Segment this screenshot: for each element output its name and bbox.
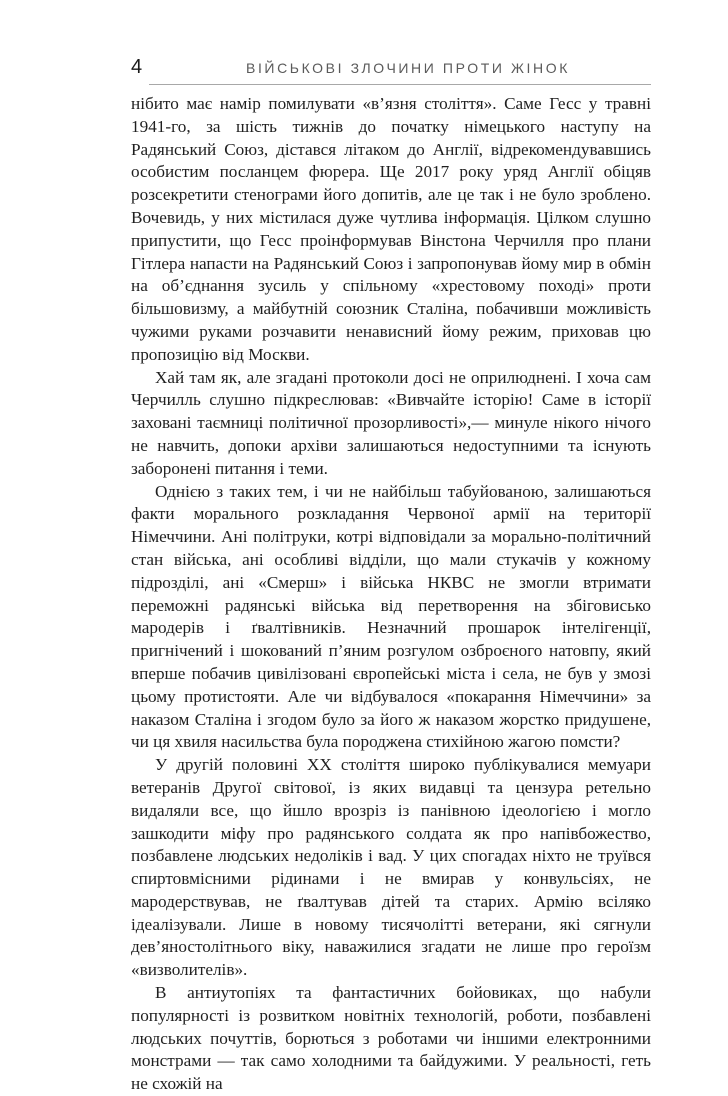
- paragraph: нібито має намір помилувати «в’язня століття». Саме Гесс у травні 1941-го, за шість тижнів до початку німецького наступу на Радянський Союз, дістався літаком до Англії, відрекомендувавшись особистим посланцем фюрера. Ще 2017 року уряд Англії обіцяв розсекретити стенограми його допитів, але це так і не було зроблено. Вочевидь, у них містилася дуже чутлива інформація. Цілком слушно припустити, що Гесс проінформував Вінстона Черчилля про плани Гітлера напасти на Радянський Союз і запропонував йому мир в обмін на об’єднання зусиль у спільному «хрестовому поході» проти більшовизму, а майбутній союзник Сталіна, побачивши можливість чужими руками розчавити ненависний йому режим, приховав цю пропозицію від Москви.: [131, 94, 651, 364]
- body-text: [131, 93, 651, 1096]
- page-number: 4: [131, 56, 143, 78]
- paragraph: Однією з таких тем, і чи не найбільш табуйованою, залишаються факти морального розкладання Червоної армії на території Німеччини. Ані політруки, котрі відповідали за морально-політичний стан війська, ані особливі відділи, що мали стукачів у кожному підрозділі, ані «Смерш» і війська НКВС не змогли втримати переможні радянські війська від перетворення на збіговисько мародерів і ґвалтівників. Незначний прошарок інтелігенції, пригнічений і шокований п’яним розгулом озброєного натовпу, який вперше побачив цивілізовані європейські міста і села, не був у змозі цьому протистояти. Але чи відбувалося «покарання Німеччини» за наказом Сталіна і згодом було за його ж наказом жорстко придушене, чи ця хвиля насильства була породжена стихійною жагою помсти?: [131, 481, 651, 752]
- header-divider: [149, 84, 651, 85]
- running-title: ВІЙСЬКОВІ ЗЛОЧИНИ ПРОТИ ЖІНОК: [246, 60, 570, 76]
- page-header: [131, 55, 651, 85]
- paragraph: Хай там як, але згадані протоколи досі не оприлюднені. І хоча сам Черчилль слушно підкреслював: «Вивчайте історію! Саме в історії заховані таємниці політичної прозорливості»,— минуле нікого нічого не навчить, допоки архіви залишаються недоступними та існують заборонені питання і теми.: [131, 367, 651, 478]
- paragraph: В антиутопіях та фантастичних бойовиках, що набули популярності із розвитком новітніх технологій, роботи, позбавлені людських почуттів, борються з роботами чи іншими електронними монстрами — так само холодними та байдужими. У реальності, геть не схожій на: [131, 983, 651, 1094]
- paragraph: У другій половині XX століття широко публікувалися мемуари ветеранів Другої світової, із яких видавці та цензура ретельно видаляли все, що йшло врозріз із панівною ідеологією і могло зашкодити міфу про радянського солдата як про напівбожество, позбавлене людських недоліків і вад. У цих спогадах ніхто не труївся спиртовмісними рідинами і не вмирав у конвульсіях, не мародерствував, не ґвалтував дітей та старих. Армію всіляко ідеалізували. Лише в новому тисячолітті ветерани, які сягнули дев’яностолітнього віку, наважилися згадати не лише про героїзм «визволителів».: [131, 755, 651, 980]
